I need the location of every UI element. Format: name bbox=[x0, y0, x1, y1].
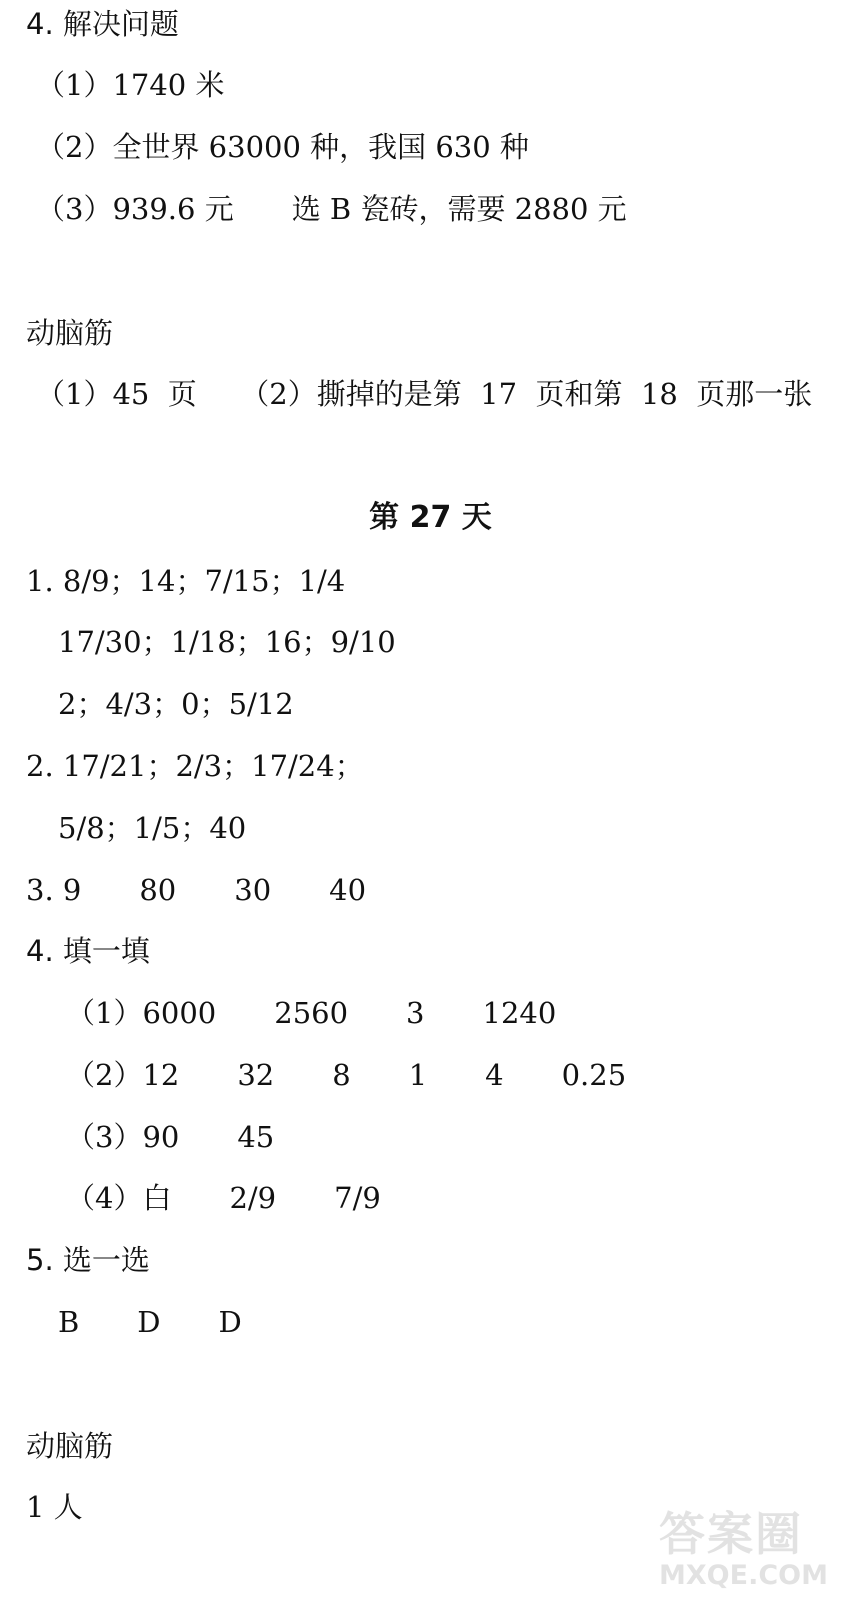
section-heading-choose: 5. 选一选 bbox=[26, 1243, 150, 1277]
answer-line: （3）939.6 元 选 B 瓷砖，需要 2880 元 bbox=[36, 192, 627, 226]
answer-line: 2；4/3；0；5/12 bbox=[58, 687, 294, 721]
brain-teaser-heading: 动脑筋 bbox=[26, 316, 114, 350]
answer-line: （2）12 32 8 1 4 0.25 bbox=[66, 1058, 627, 1092]
watermark-url: MXQE.COM bbox=[659, 1560, 828, 1591]
answer-line: 1. 8/9；14；7/15；1/4 bbox=[26, 564, 346, 598]
answer-line: （2）全世界 63000 种，我国 630 种 bbox=[36, 130, 529, 164]
answer-line: （3）90 45 bbox=[66, 1120, 275, 1154]
section-heading-fill-in: 4. 填一填 bbox=[26, 934, 150, 968]
answer-line: （4）白 2/9 7/9 bbox=[66, 1181, 381, 1215]
answer-line: （1）1740 米 bbox=[36, 68, 225, 102]
answer-line: 17/30；1/18；16；9/10 bbox=[58, 625, 396, 659]
day-title: 第 27 天 bbox=[369, 500, 492, 535]
brain-teaser-answer: （1）45 页 （2）撕掉的是第 17 页和第 18 页那一张 bbox=[36, 377, 813, 411]
brain-teaser-answer: 1 人 bbox=[26, 1490, 83, 1524]
brain-teaser-heading: 动脑筋 bbox=[26, 1429, 114, 1463]
watermark bbox=[659, 1509, 839, 1594]
answer-line: 5/8；1/5；40 bbox=[58, 811, 247, 845]
answer-line: 2. 17/21；2/3；17/24； bbox=[26, 749, 364, 783]
answer-line: （1）6000 2560 3 1240 bbox=[66, 996, 557, 1030]
watermark-logo: 答案圈 bbox=[659, 1507, 803, 1561]
answer-line: B D D bbox=[58, 1305, 242, 1339]
answer-line: 3. 9 80 30 40 bbox=[26, 873, 367, 907]
section-heading-solve-problems: 4. 解决问题 bbox=[26, 7, 179, 41]
